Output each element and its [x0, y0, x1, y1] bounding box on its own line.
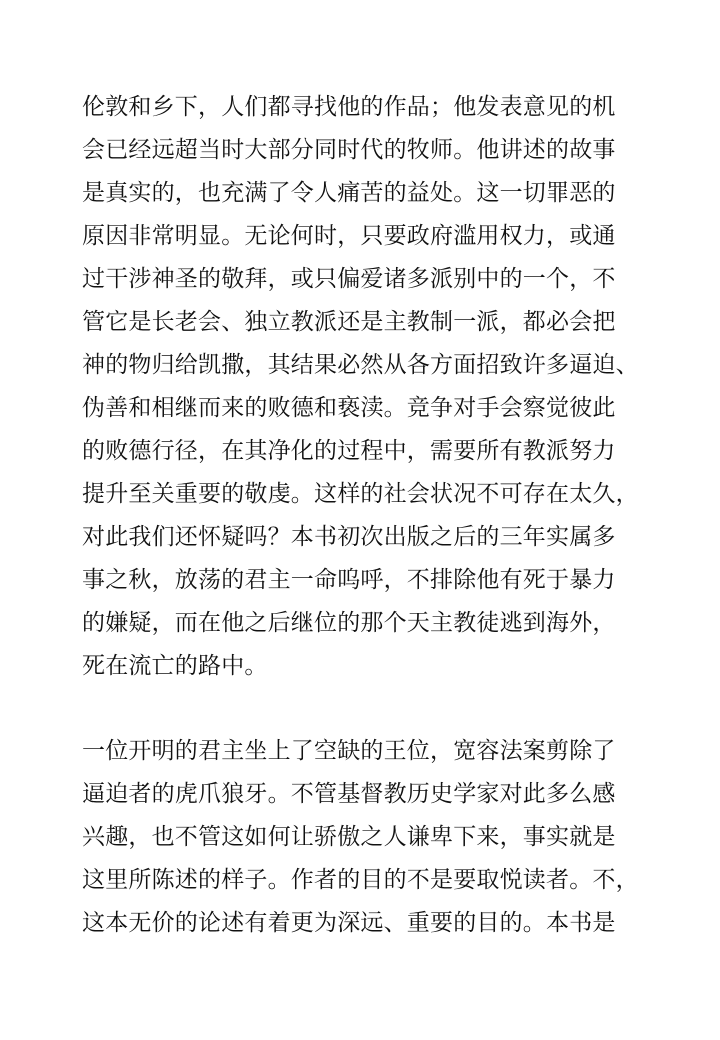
text-line: 兴趣，也不管这如何让骄傲之人谦卑下来，事实就是 [82, 824, 616, 850]
text-line: 事之秋，放荡的君主一命呜呼，不排除他有死于暴力 [82, 567, 616, 593]
text-line: 提升至关重要的敬虔。这样的社会状况不可存在太久， [82, 481, 639, 507]
text-line: 一位开明的君主坐上了空缺的王位，宽容法案剪除了 [82, 738, 616, 764]
text-line: 是真实的，也充满了令人痛苦的益处。这一切罪恶的 [82, 180, 616, 206]
text-line: 死在流亡的路中。 [82, 653, 268, 679]
text-line: 过干涉神圣的敬拜，或只偏爱诸多派别中的一个，不 [82, 266, 616, 292]
text-line: 伪善和相继而来的败德和亵渎。竞争对手会察觉彼此 [82, 395, 616, 421]
text-line: 对此我们还怀疑吗？本书初次出版之后的三年实属多 [82, 524, 616, 550]
text-line: 神的物归给凯撒，其结果必然从各方面招致许多逼迫、 [82, 352, 639, 378]
text-line: 逼迫者的虎爪狼牙。不管基督教历史学家对此多么感 [82, 781, 616, 807]
text-line: 会已经远超当时大部分同时代的牧师。他讲述的故事 [82, 137, 616, 163]
text-line: 这里所陈述的样子。作者的目的不是要取悦读者。不， [82, 867, 639, 893]
text-line: 管它是长老会、独立教派还是主教制一派，都必会把 [82, 309, 616, 335]
text-line: 原因非常明显。无论何时，只要政府滥用权力，或通 [82, 223, 616, 249]
text-line: 伦敦和乡下，人们都寻找他的作品；他发表意见的机 [82, 94, 616, 120]
text-line: 这本无价的论述有着更为深远、重要的目的。本书是 [82, 910, 616, 936]
text-line: 的败德行径，在其净化的过程中，需要所有教派努力 [82, 438, 616, 464]
paragraph-2 [82, 730, 720, 945]
paragraph-1 [82, 86, 720, 688]
text-line: 的嫌疑，而在他之后继位的那个天主教徒逃到海外， [82, 610, 616, 636]
